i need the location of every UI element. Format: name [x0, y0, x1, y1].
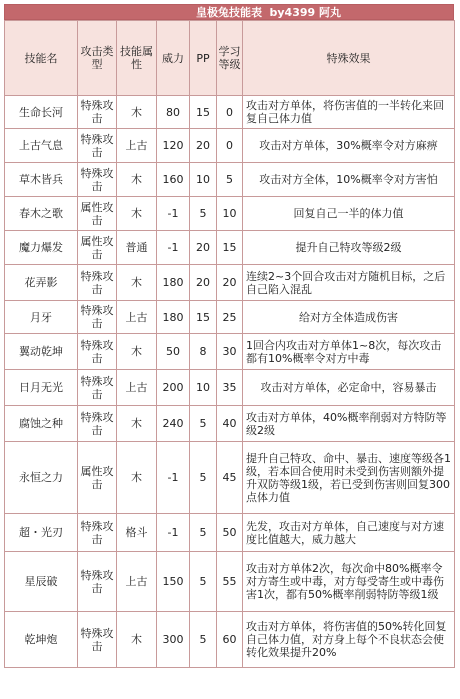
table-row: [5, 442, 455, 514]
skill-effect: 攻击对方单体2次，每次命中80%概率令对方寄生或中毒，对方每受寄生或中毒伤害1次，都有50%概率削弱特防等级1级: [243, 552, 455, 612]
skill-effect: 给对方全体造成伤害: [243, 301, 455, 334]
skill-pp: 5: [190, 442, 217, 514]
table-row: [5, 301, 455, 334]
skill-name: 草木皆兵: [5, 163, 78, 197]
skill-name: 花弄影: [5, 265, 78, 301]
header-effect: 特殊效果: [243, 21, 455, 96]
header-type: 攻击类型: [78, 21, 117, 96]
skill-power: -1: [157, 231, 190, 265]
table-row: [5, 163, 455, 197]
header-attr: 技能属性: [117, 21, 157, 96]
skill-power: 180: [157, 265, 190, 301]
table-row: [5, 129, 455, 163]
skill-power: 240: [157, 406, 190, 442]
skill-level: 55: [217, 552, 243, 612]
table-row: [5, 96, 455, 129]
table-row: [5, 612, 455, 668]
skill-name: 上古气息: [5, 129, 78, 163]
table-row: [5, 265, 455, 301]
table-title-bar: [4, 4, 454, 20]
skill-name: 超・光刃: [5, 514, 78, 552]
skill-level: 35: [217, 370, 243, 406]
skill-type: 特殊攻击: [78, 370, 117, 406]
skill-effect: 攻击对方单体，必定命中，容易暴击: [243, 370, 455, 406]
skill-pp: 5: [190, 197, 217, 231]
skill-name: 春木之歌: [5, 197, 78, 231]
skill-level: 25: [217, 301, 243, 334]
skill-level: 15: [217, 231, 243, 265]
skill-attr: 木: [117, 265, 157, 301]
skill-table: [4, 20, 455, 668]
skill-type: 属性攻击: [78, 231, 117, 265]
table-row: [5, 370, 455, 406]
skill-name: 永恒之力: [5, 442, 78, 514]
skill-pp: 15: [190, 301, 217, 334]
skill-pp: 5: [190, 514, 217, 552]
skill-effect: 提升自己特攻等级2级: [243, 231, 455, 265]
header-level: 学习等级: [217, 21, 243, 96]
skill-level: 50: [217, 514, 243, 552]
skill-effect: 提升自己特攻、命中、暴击、速度等级各1级，若本回合使用时未受到伤害则额外提升双防等级1级，若已受到伤害则回复300点体力值: [243, 442, 455, 514]
skill-type: 特殊攻击: [78, 265, 117, 301]
skill-name: 乾坤炮: [5, 612, 78, 668]
table-row: [5, 231, 455, 265]
skill-level: 0: [217, 129, 243, 163]
skill-attr: 格斗: [117, 514, 157, 552]
skill-pp: 10: [190, 163, 217, 197]
header-pp: PP: [190, 21, 217, 96]
skill-level: 60: [217, 612, 243, 668]
byline: by4399 阿丸: [269, 6, 341, 19]
skill-name: 日月无光: [5, 370, 78, 406]
skill-pp: 5: [190, 552, 217, 612]
skill-attr: 上古: [117, 301, 157, 334]
skill-effect: 攻击对方单体，40%概率削弱对方特防等级2级: [243, 406, 455, 442]
skill-effect: 1回合内攻击对方单体1~8次，每次攻击都有10%概率令对方中毒: [243, 334, 455, 370]
skill-power: 80: [157, 96, 190, 129]
skill-level: 30: [217, 334, 243, 370]
skill-power: 180: [157, 301, 190, 334]
table-row: [5, 514, 455, 552]
skill-pp: 20: [190, 265, 217, 301]
skill-pp: 5: [190, 406, 217, 442]
skill-attr: 木: [117, 163, 157, 197]
skill-type: 特殊攻击: [78, 514, 117, 552]
header-power: 威力: [157, 21, 190, 96]
skill-effect: 攻击对方单体，将伤害值的50%转化回复自己体力值，对方身上每个不良状态会使转化效果提升20%: [243, 612, 455, 668]
skill-power: 300: [157, 612, 190, 668]
skill-pp: 20: [190, 129, 217, 163]
skill-effect: 攻击对方单体，30%概率令对方麻痹: [243, 129, 455, 163]
skill-power: 120: [157, 129, 190, 163]
skill-level: 20: [217, 265, 243, 301]
skill-effect: 攻击对方全体，10%概率令对方害怕: [243, 163, 455, 197]
skill-attr: 木: [117, 96, 157, 129]
skill-power: -1: [157, 197, 190, 231]
skill-attr: 上古: [117, 129, 157, 163]
skill-power: 150: [157, 552, 190, 612]
skill-attr: 木: [117, 197, 157, 231]
skill-type: 特殊攻击: [78, 301, 117, 334]
header-row: [5, 21, 455, 96]
skill-type: 属性攻击: [78, 197, 117, 231]
skill-power: 200: [157, 370, 190, 406]
skill-name: 翼动乾坤: [5, 334, 78, 370]
skill-power: -1: [157, 442, 190, 514]
skill-type: 特殊攻击: [78, 163, 117, 197]
skill-power: 160: [157, 163, 190, 197]
skill-power: -1: [157, 514, 190, 552]
table-row: [5, 197, 455, 231]
skill-table-container: [4, 4, 454, 668]
skill-attr: 上古: [117, 552, 157, 612]
skill-level: 10: [217, 197, 243, 231]
skill-type: 特殊攻击: [78, 96, 117, 129]
skill-level: 45: [217, 442, 243, 514]
skill-attr: 木: [117, 406, 157, 442]
skill-type: 特殊攻击: [78, 129, 117, 163]
skill-type: 属性攻击: [78, 442, 117, 514]
skill-pp: 8: [190, 334, 217, 370]
table-row: [5, 334, 455, 370]
skill-pp: 20: [190, 231, 217, 265]
skill-power: 50: [157, 334, 190, 370]
skill-name: 生命长河: [5, 96, 78, 129]
skill-pp: 10: [190, 370, 217, 406]
skill-pp: 5: [190, 612, 217, 668]
skill-level: 5: [217, 163, 243, 197]
skill-name: 腐蚀之种: [5, 406, 78, 442]
skill-attr: 木: [117, 334, 157, 370]
skill-effect: 攻击对方单体，将伤害值的一半转化来回复自己体力值: [243, 96, 455, 129]
skill-effect: 回复自己一半的体力值: [243, 197, 455, 231]
skill-attr: 上古: [117, 370, 157, 406]
table-title: 皇极兔技能表: [196, 6, 262, 19]
skill-name: 魔力爆发: [5, 231, 78, 265]
skill-name: 月牙: [5, 301, 78, 334]
skill-effect: 先发，攻击对方单体，自己速度与对方速度比值越大，威力越大: [243, 514, 455, 552]
skill-attr: 木: [117, 442, 157, 514]
skill-type: 特殊攻击: [78, 552, 117, 612]
skill-type: 特殊攻击: [78, 406, 117, 442]
skill-attr: 普通: [117, 231, 157, 265]
skill-level: 0: [217, 96, 243, 129]
skill-pp: 15: [190, 96, 217, 129]
skill-type: 特殊攻击: [78, 612, 117, 668]
table-row: [5, 406, 455, 442]
skill-attr: 木: [117, 612, 157, 668]
header-name: 技能名: [5, 21, 78, 96]
skill-level: 40: [217, 406, 243, 442]
skill-name: 星辰破: [5, 552, 78, 612]
table-row: [5, 552, 455, 612]
skill-type: 特殊攻击: [78, 334, 117, 370]
skill-effect: 连续2~3个回合攻击对方随机目标，之后自己陷入混乱: [243, 265, 455, 301]
